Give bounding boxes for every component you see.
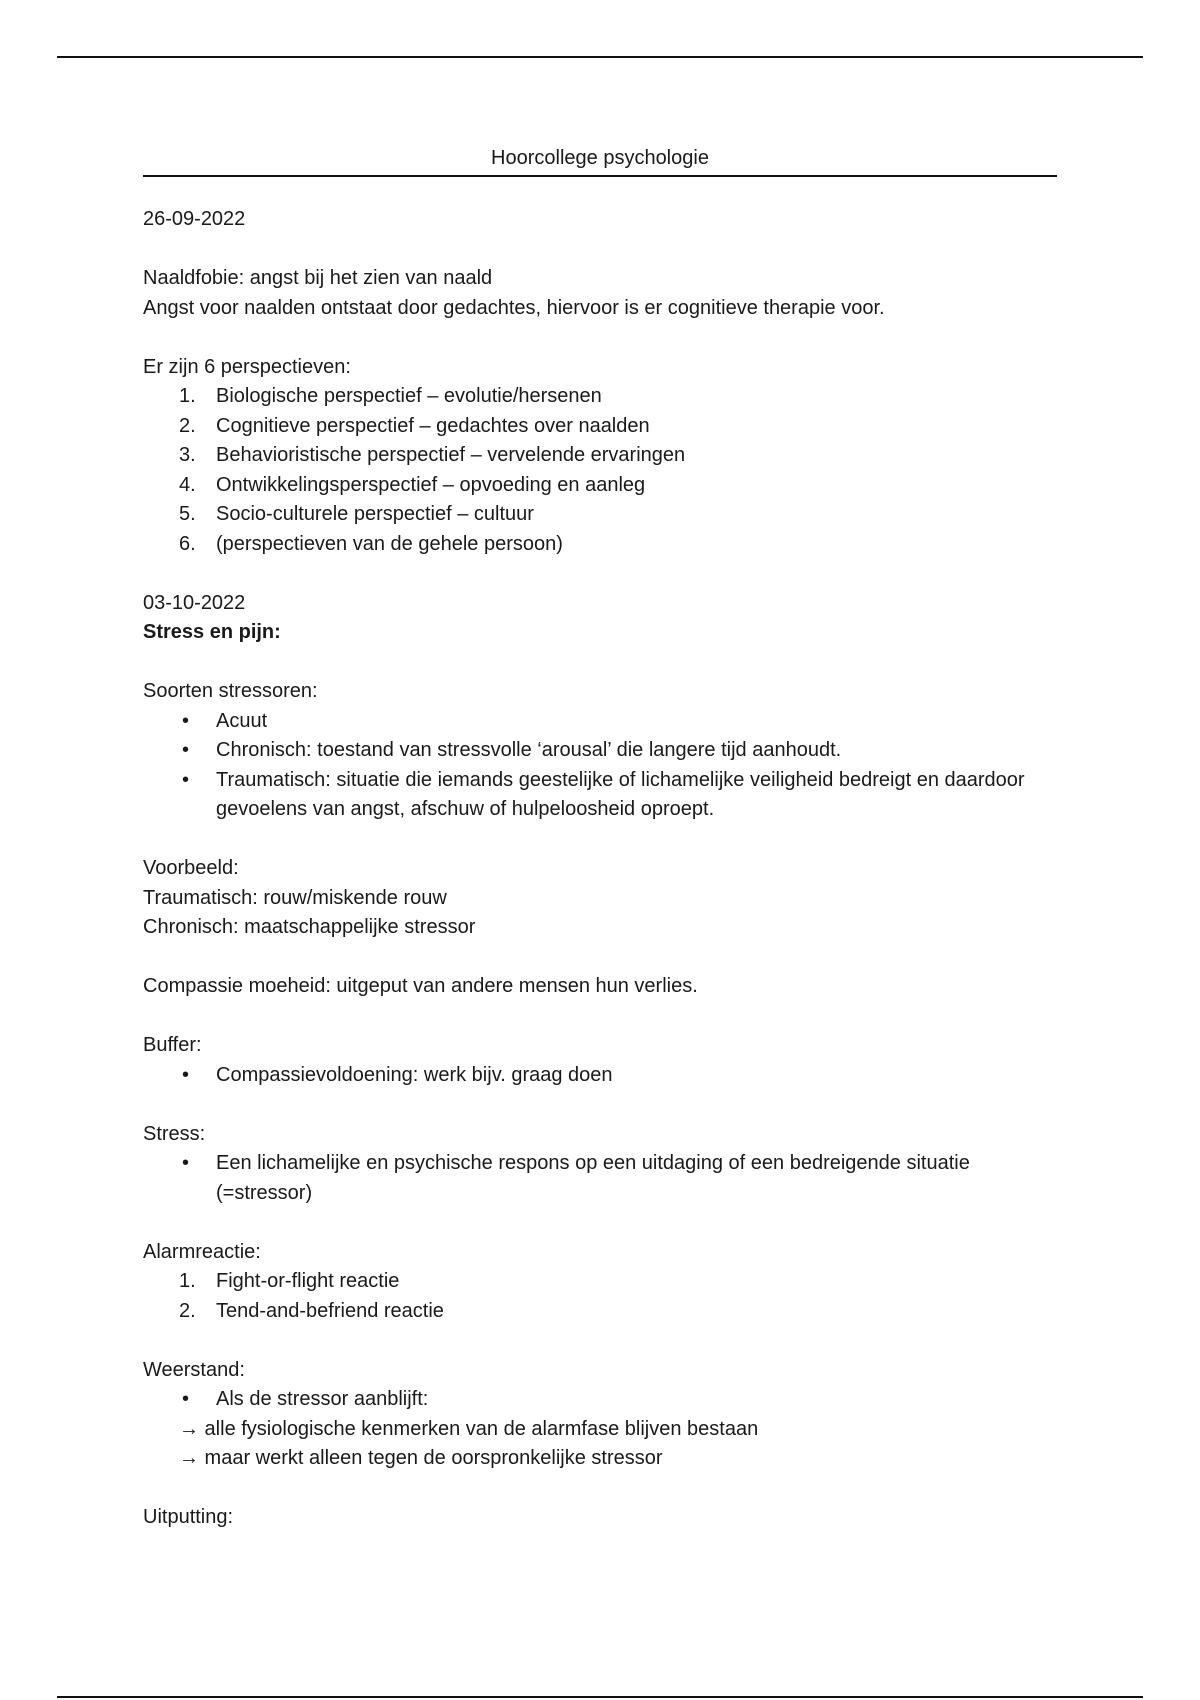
list-item: 5. Socio-culturele perspectief – cultuur: [179, 503, 534, 525]
buffer-list: [143, 1061, 1057, 1091]
voorbeeld-label: Voorbeeld:: [143, 857, 239, 879]
page-header-title: Hoorcollege psychologie: [491, 147, 709, 169]
list-item: 2. Tend-and-befriend reactie: [179, 1299, 444, 1322]
list-item: • Een lichamelijke en psychische respons op een uitdaging of een bedreigende situatie (=stressor): [182, 1152, 970, 1204]
list-item: 1. Biologische perspectief – evolutie/hersenen: [179, 385, 602, 407]
angst-text: Angst voor naalden ontstaat door gedachtes, hiervoor is er cognitieve therapie voor.: [143, 296, 885, 319]
weerstand-label: Weerstand:: [143, 1358, 245, 1381]
list-item: • Acuut: [182, 709, 268, 732]
weerstand-list: [143, 1385, 1057, 1415]
document-body: [143, 205, 1057, 1533]
compassie-text: Compassie moeheid: uitgeput van andere mensen hun verlies.: [143, 975, 698, 997]
naaldfobie-text: Naaldfobie: angst bij het zien van naald: [143, 267, 493, 289]
date-1: 26-09-2022: [143, 208, 246, 230]
alarm-list: [143, 1267, 1057, 1326]
voorbeeld-1: Traumatisch: rouw/miskende rouw: [143, 886, 447, 909]
list-item: • Traumatisch: situatie die iemands geestelijke of lichamelijke veiligheid bedreigt en daardoor gevoelens van angst, afschuw of hulpeloosheid oproept.: [182, 768, 1025, 820]
weerstand-arrow-2: → maar werkt alleen tegen de oorspronkelijke stressor: [179, 1447, 663, 1469]
list-item: 4. Ontwikkelingsperspectief – opvoeding en aanleg: [179, 473, 646, 496]
list-item: 2. Cognitieve perspectief – gedachtes over naalden: [179, 414, 650, 437]
uitputting-label: Uitputting:: [143, 1506, 234, 1528]
stress-list: [143, 1149, 1057, 1208]
list-item: • Als de stressor aanblijft:: [182, 1388, 429, 1410]
list-item: • Chronisch: toestand van stressvolle ‘arousal’ die langere tijd aanhoudt.: [182, 739, 842, 761]
soorten-label: Soorten stressoren:: [143, 680, 318, 702]
weerstand-arrow-1: → alle fysiologische kenmerken van de alarmfase blijven bestaan: [179, 1417, 759, 1440]
voorbeeld-2: Chronisch: maatschappelijke stressor: [143, 916, 476, 938]
list-item: 6. (perspectieven van de gehele persoon): [179, 532, 563, 555]
list-item: • Compassievoldoening: werk bijv. graag doen: [182, 1063, 613, 1086]
page-bottom-border: [57, 1696, 1143, 1698]
stress-label: Stress:: [143, 1122, 206, 1145]
date-2: 03-10-2022: [143, 591, 246, 614]
soorten-list: [143, 707, 1057, 825]
buffer-label: Buffer:: [143, 1034, 202, 1056]
list-item: 3. Behavioristische perspectief – vervelende ervaringen: [179, 444, 686, 466]
header-underline: [143, 175, 1057, 177]
perspectives-intro: Er zijn 6 perspectieven:: [143, 355, 351, 378]
page-top-border: [57, 56, 1143, 58]
perspectives-list: [143, 382, 1057, 559]
section-title: Stress en pijn:: [143, 621, 281, 643]
alarm-label: Alarmreactie:: [143, 1240, 261, 1263]
list-item: 1. Fight-or-flight reactie: [179, 1270, 400, 1292]
